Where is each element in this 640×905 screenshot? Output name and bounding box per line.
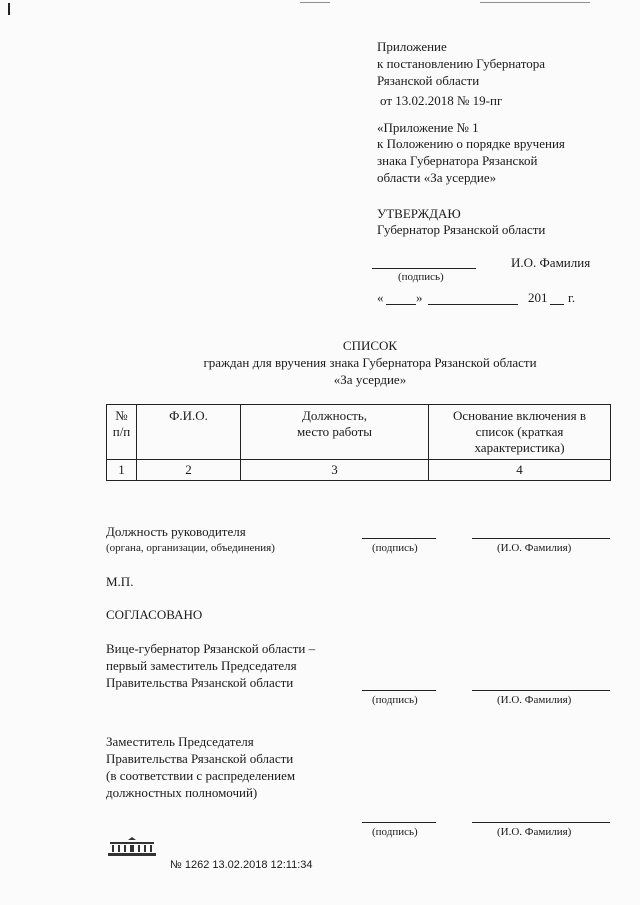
deputy-name-caption: (И.О. Фамилия) [497,826,572,838]
table-cell: 2 [137,460,241,481]
head-organization: (органа, организации, объединения) [106,542,275,554]
head-signature-line [362,538,436,539]
table-header-row [107,405,611,460]
approver-signature-caption: (подпись) [398,271,444,283]
appendix-date: от 13.02.2018 № 19-пг [380,93,503,108]
appendix1-line-3: знака Губернатора Рязанской [377,153,538,168]
appendix1-line-2: к Положению о порядке вручения [377,136,565,151]
vice-signature-caption: (подпись) [372,694,418,706]
deputy-name-line [472,822,610,823]
list-award-name: «За усердие» [333,372,407,387]
scan-mark-top-right [480,2,590,3]
list-subtitle: граждан для вручения знака Губернатора Рязанской области [203,355,537,370]
approval-year-line [550,304,564,305]
vice-signature-line [362,690,436,691]
approval-month-line [428,304,518,305]
scan-mark-top [300,2,330,3]
approval-year: 201 [528,290,548,305]
deputy-line-4: должностных полномочий) [106,785,258,800]
vice-governor-line-1: Вице-губернатор Рязанской области – [106,641,316,656]
appendix-line-2: к постановлению Губернатора [377,56,546,71]
table-header-basis: Основание включения в список (краткая характеристика) [429,405,611,460]
approver-position: Губернатор Рязанской области [377,222,546,237]
vice-name-line [472,690,610,691]
registry-building-icon [106,836,158,858]
head-position: Должность руководителя [106,524,246,539]
vice-governor-line-3: Правительства Рязанской области [106,675,294,690]
table-header-number: № п/п [107,405,137,460]
approval-year-suffix: г. [568,290,576,305]
registration-stamp: № 1262 13.02.2018 12:11:34 [170,859,313,871]
appendix-title: Приложение [377,39,447,54]
deputy-line-2: Правительства Рязанской области [106,751,294,766]
scan-mark-left [8,3,10,15]
stamp-place: М.П. [106,574,134,589]
agreed-heading: СОГЛАСОВАНО [106,607,203,622]
table-cell: 1 [107,460,137,481]
recipients-table [106,404,611,481]
table-header-name: Ф.И.О. [137,405,241,460]
list-title: СПИСОК [342,338,398,353]
approver-signature-line [372,268,476,269]
approval-date-quote-close: » [416,290,423,305]
deputy-signature-caption: (подпись) [372,826,418,838]
table-header-position: Должность, место работы [241,405,429,460]
appendix1-line-1: «Приложение № 1 [377,120,479,135]
approve-heading: УТВЕРЖДАЮ [377,206,461,221]
approval-date-quote-open: « [377,290,384,305]
head-name-line [472,538,610,539]
table-cell: 4 [429,460,611,481]
deputy-line-1: Заместитель Председателя [106,734,254,749]
vice-governor-line-2: первый заместитель Председателя [106,658,297,673]
deputy-line-3: (в соответствии с распределением [106,768,296,783]
deputy-signature-line [362,822,436,823]
vice-name-caption: (И.О. Фамилия) [497,694,572,706]
appendix-line-3: Рязанской области [377,73,480,88]
approval-day-line [386,304,416,305]
table-cell: 3 [241,460,429,481]
head-signature-caption: (подпись) [372,542,418,554]
appendix1-line-4: области «За усердие» [377,170,497,185]
table-row [107,460,611,481]
head-name-caption: (И.О. Фамилия) [497,542,572,554]
approver-name: И.О. Фамилия [511,255,591,270]
